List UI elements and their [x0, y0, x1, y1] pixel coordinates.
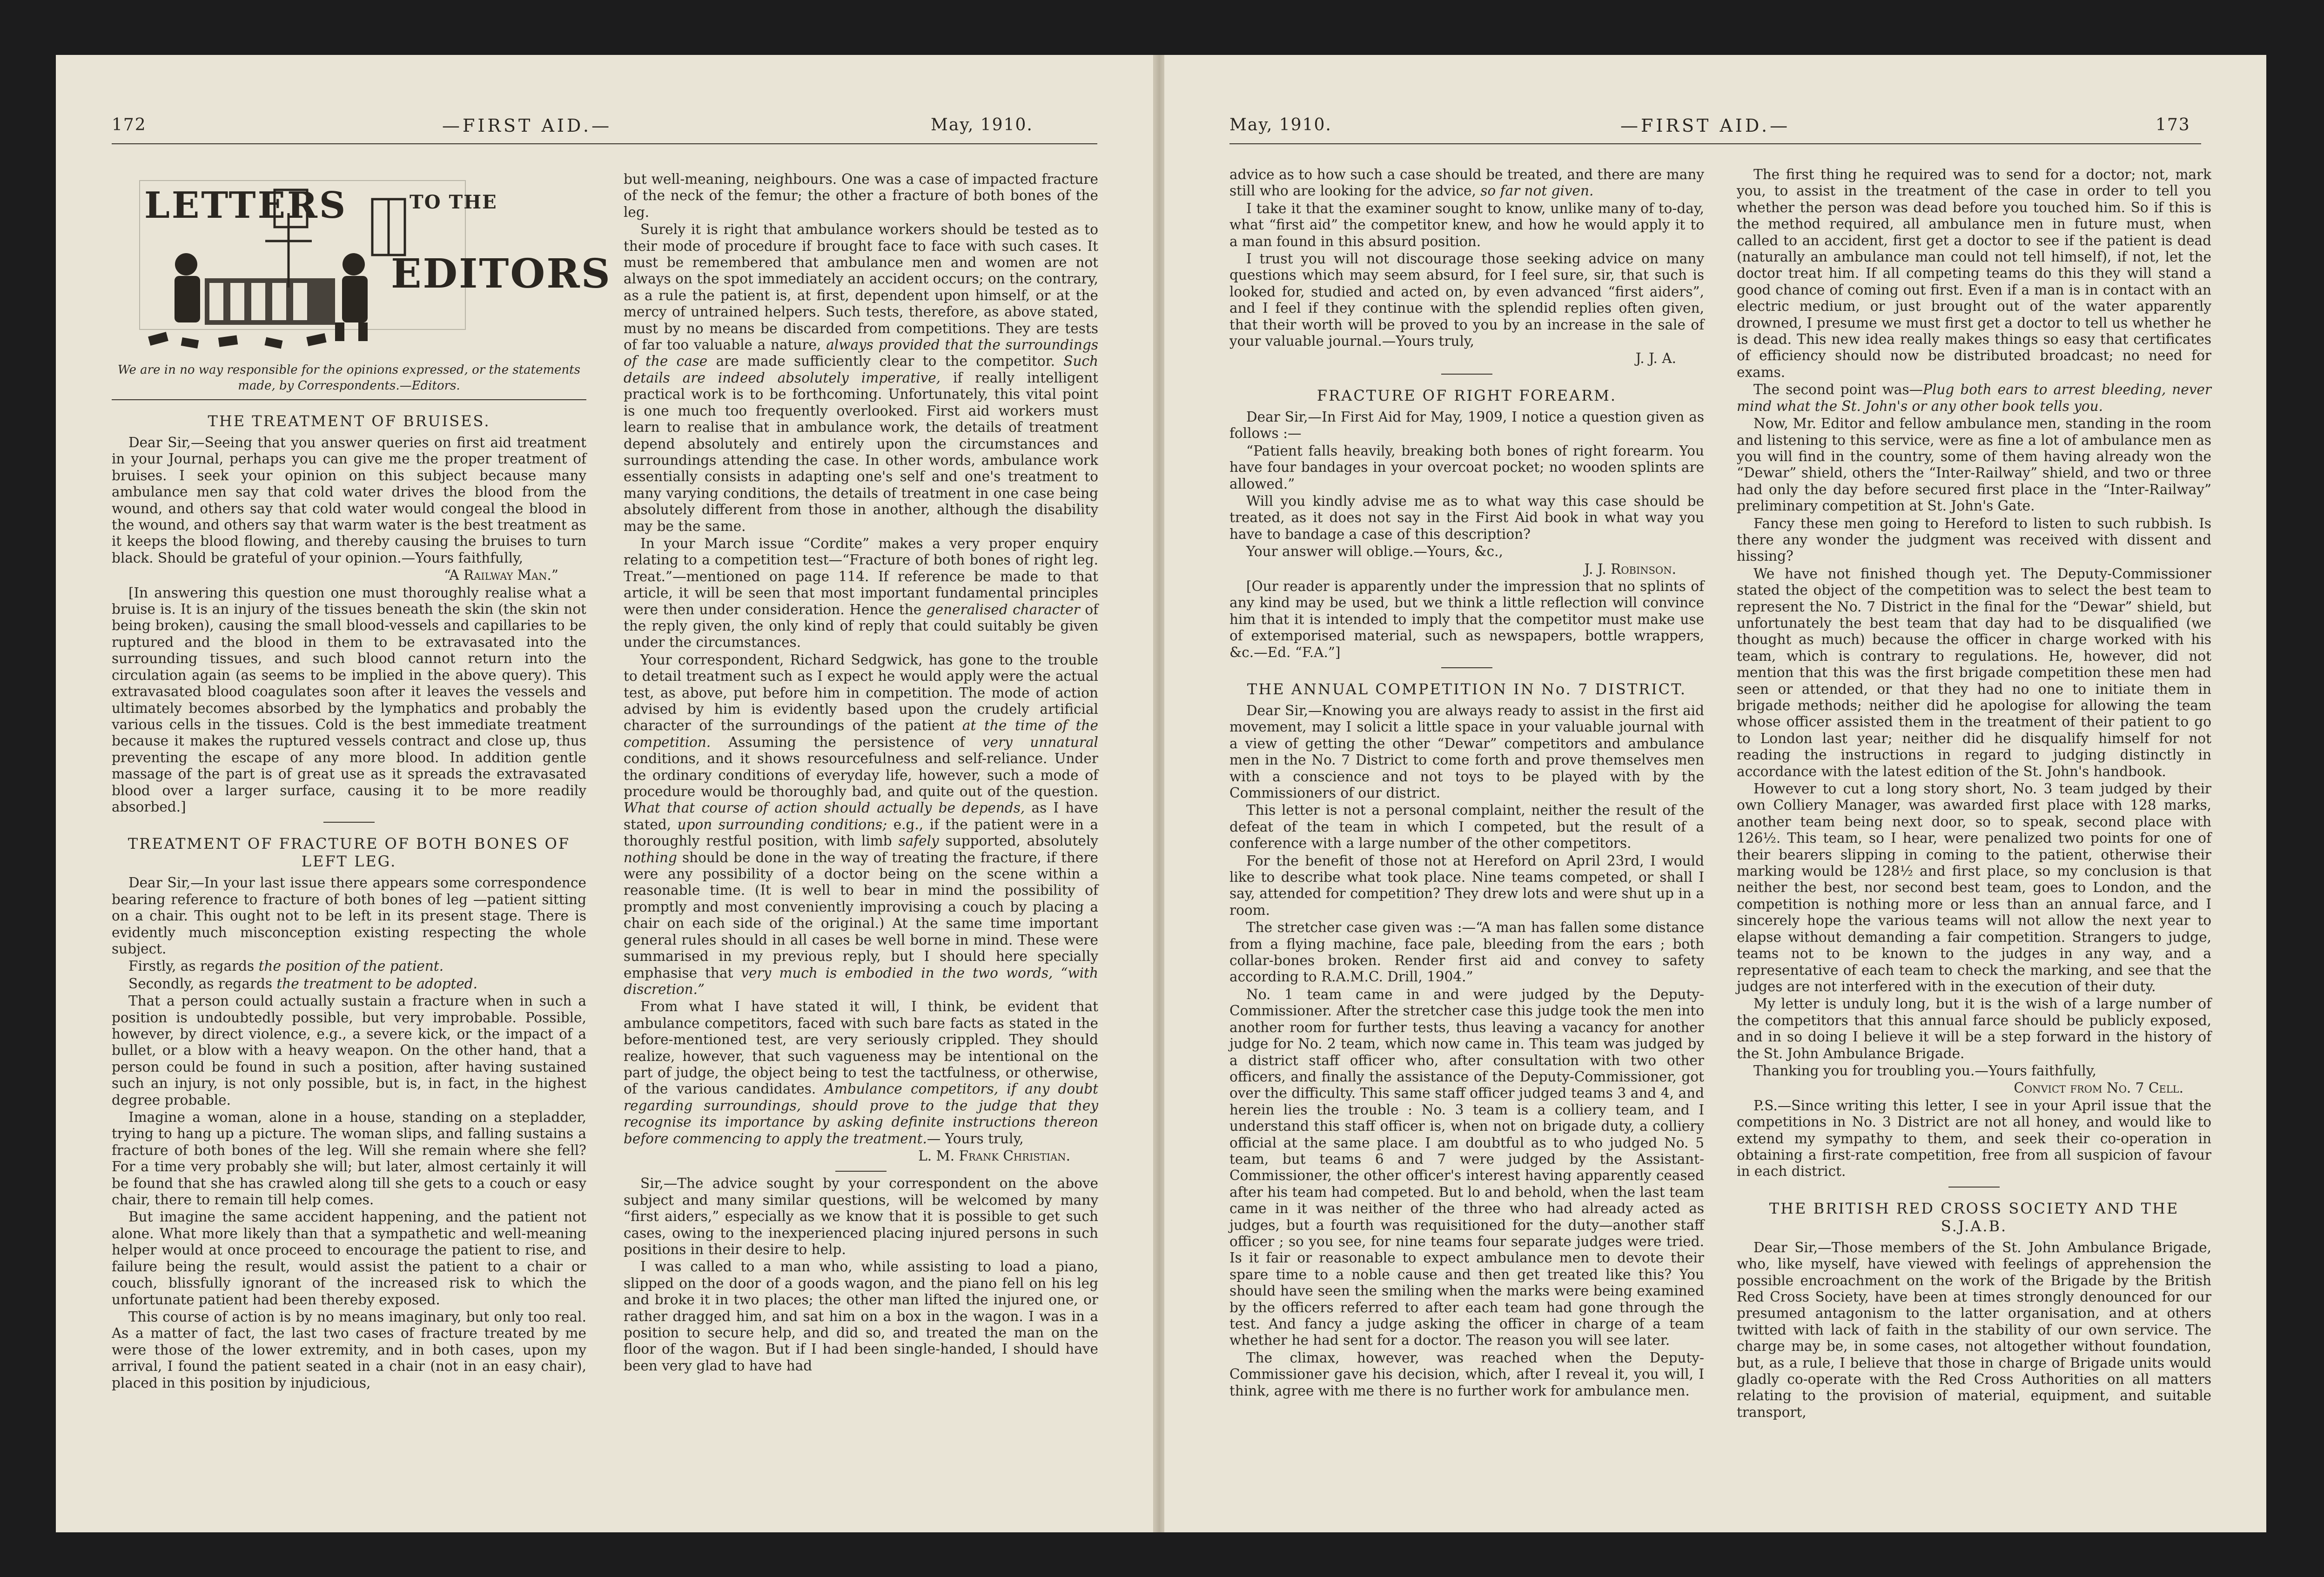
letter1-editor-reply: [In answering this question one must thoroughly realise what a bruise is. It is an injury of the tissues beneath the skin (the skin not being broken), causing the small blood-vessels and capillaries to be ruptured and the blood in them to be extravasated into the surrounding tissues, and such blood cannot return into the circulation again (as seems to be implied in the above query). This extravasated blood coagulates soon after it leaves the vessels and ultimately becomes absorbed by the lymphatics and probably the various cells in the tissues. Cold is the best immediate treatment because it makes the ruptured vessels contract and close up, thus preventing the escape of any more blood. In addition gentle massage of the part is of great use as it spreads the extravasated blood over a larger surface, causing it to be more readily absorbed.]: [112, 584, 586, 815]
issue-date: May, 1910.: [931, 115, 1033, 134]
masthead-rule: [112, 399, 586, 400]
forearm-signature: J. J. Robinson.: [1584, 561, 1676, 577]
short-rule: [323, 822, 375, 823]
heading-annual-competition: THE ANNUAL COMPETITION IN No. 7 DISTRICT.: [1247, 680, 1687, 698]
competition-para2: This letter is not a personal complaint, neither the result of the defeat of the team in which I competed, but the result of a conference with a large number of the other competitors.: [1229, 802, 1704, 852]
header-rule: [1229, 143, 2201, 144]
col2-para7: I was called to a man who, while assisting to load a piano, slipped on the door of a goods wagon, and the piano fell on his leg and broke it in two places; the other man lifted the injured one, or rather dragged him, and sat him on a box in the wagon. I was in a position to secure help, and did so, and treated the man on the floor of the wagon. But if I had been single-handed, I should have been very glad to have had: [624, 1259, 1098, 1374]
r-col2-signature: Convict from No. 7 Cell.: [2014, 1080, 2183, 1096]
letter2-para3: Secondly, as regards the treatment to be adopted.: [128, 975, 478, 992]
issue-date: May, 1910.: [1229, 115, 1332, 134]
running-title: —FIRST AID.—: [442, 115, 612, 136]
competition-para3: For the benefit of those not at Hereford on April 23rd, I would like to describe what took place. Nine teams competed, or shall I say, attended for competition? They drew lots and were shut up in a room.: [1229, 852, 1704, 918]
r-col2-para1: The first thing he required was to send for a doctor; not, mark you, to assist in the treatment of the case in order to tell you whether the person was dead before you touched him. So if this is the method required, all ambulance men in future must, when called to an accident, first get a doctor to see if the patient is dead (naturally an ambulance man could not tell himself), if not, let the doctor treat him. If all competing teams do this they will stand a good chance of coming out first. Even if a man is in contact with an electric medium, or just brought out of the water apparently drowned, I presume we must first get a doctor to tell us whether he is dead. This new idea really makes things so easy that certificates of efficiency should now be distributed broadcast; no need for exams.: [1737, 167, 2211, 380]
r-col2-para5: We have not finished though yet. The Deputy-Commissioner stated the object of the competition was to select the best team to represent the No. 7 District in the final for the “Dewar” shield, but unfortunately the best team that day had to be disqualified (we thought as much) because the officer in charge worked with his team, which is contrary to regulations. He, however, did not mention that this was the first brigade competition these men had seen or attended, or that they had no one to initiate them in brigade methods; neither did he apologise for allowing the team whose officer assisted them in the treatment of their patient to go to London last year; neither did he disqualify himself for not reading the instructions in regard to judging distinctly in accordance with the latest edition of the St. John's handbook.: [1737, 565, 2211, 779]
r-col1-para3: I trust you will not discourage those seeking advice on many questions which may seem absurd, for I feel sure, sir, that such is looked for, studied and acted on, by even advanced “first aiders”, and I feel if they continue with the splendid replies often given, that their worth will be proved to you by an increase in the sale of your valuable journal.—Yours truly,: [1229, 251, 1704, 349]
r-col2-para4: Fancy these men going to Hereford to listen to such rubbish. Is there any wonder the judgment was received with dissent and hissing?: [1737, 515, 2211, 564]
competition-para4: The stretcher case given was :—“A man has fallen some distance from a flying machine, face pale, bleeding from the ears ; both collar-bones broken. Render first aid and convey to safety according to R.A.M.C. Drill, 1904.”: [1229, 919, 1704, 985]
short-rule: [1948, 1187, 2000, 1188]
page-number: 172: [112, 115, 147, 134]
r-col2-para2: The second point was—Plug both ears to arrest bleeding, never mind what the St. John's or any other book tells you.: [1737, 382, 2211, 414]
forearm-editor-reply: [Our reader is apparently under the impression that no splints of any kind may be used, but we think a little reflection will convince him that it is intended to imply that the competitor must make use of extemporised material, such as newspapers, bottle wrappers, &c.—Ed. “F.A.”]: [1229, 578, 1704, 660]
column-left-2: [624, 171, 1098, 1486]
forearm-para2: “Patient falls heavily, breaking both bones of right forearm. You have four bandages in your overcoat pocket; no wooden splints are allowed.”: [1229, 443, 1704, 492]
header-rule: [112, 143, 1097, 144]
masthead-text-editors: EDITORS: [391, 250, 611, 297]
r-col2-para8: Thanking you for troubling you.—Yours faithfully,: [1753, 1062, 2096, 1079]
heading-treatment-of-bruises: THE TREATMENT OF BRUISES.: [208, 412, 490, 430]
forearm-para3: Will you kindly advise me as to what way this case should be treated, as it does not say in the First Aid book in what way you have to bandage a case of this description?: [1229, 493, 1704, 542]
letter2-para4: That a person could actually sustain a fracture when in such a position is undoubtedly possible, but very improbable. Possible, however, by direct violence, e.g., a severe kick, or the impact of a bullet, or a blow with a heavy weapon. On the other hand, that a person could be found in such a position, after having sustained such an injury, is not only possible, but is, in fact, in the highest degree probable.: [112, 993, 586, 1108]
running-title: —FIRST AID.—: [1620, 115, 1791, 136]
column-left-1: [112, 171, 611, 1486]
col2-para3: In your March issue “Cordite” makes a very proper enquiry relating to a competition test—“Fracture of both bones of right leg. Treat.”—mentioned on page 114. If reference be made to that article, it will be seen that most important fundamental principles were then under consideration. Hence the generalised character of the reply given, the only kind of reply that could suitably be given under the circumstances.: [624, 535, 1098, 651]
r-col2-para7: My letter is unduly long, but it is the wish of a large number of the competitors that this annual farce should be publicly exposed, and in so doing I believe it will be a step forward in the history of the St. John Ambulance Brigade.: [1737, 996, 2211, 1061]
page-number: 173: [2156, 115, 2190, 134]
column-right-1: [1229, 167, 1704, 1486]
r-col1-signature: J. J. A.: [1635, 350, 1676, 367]
heading-fracture-both-bones: TREATMENT OF FRACTURE OF BOTH BONES OF LEFT LEG.: [128, 835, 571, 871]
heading-red-cross: THE BRITISH RED CROSS SOCIETY AND THE S.J.A.B.: [1769, 1199, 2179, 1235]
redcross-para1: Dear Sir,—Those members of the St. John Ambulance Brigade, who, like myself, have viewed with feelings of apprehension the possible encroachment on the work of the Brigade by the British Red Cross Society, have been at times strongly denounced for our presumed antagonism to the latter organisation, and at others twitted with lack of faith in the stability of our own service. The charge may be, in some cases, not altogether without foundation, but, as a rule, I believe that those in charge of Brigade units would gladly co-operate with the Red Cross Authorities on all matters relating to the provision of material, equipment, and suitable transport,: [1737, 1239, 2211, 1420]
column-right-2: [1737, 167, 2211, 1486]
col2-para5: From what I have stated it will, I think, be evident that ambulance competitors, faced with such bare facts as stated in the before-mentioned test, are very seriously crippled. They should realize, however, that such vagueness may be intentional on the part of judge, the object being to test the tactfulness, or otherwise, of the various candidates. Ambulance competitors, if any doubt regarding surroundings, should prove to the judge that they recognise its importance by asking definite instructions thereon before commencing to apply the treatment.— Yours truly,: [624, 999, 1098, 1147]
masthead-text-letters: LETTERS: [144, 184, 348, 227]
competition-para6: The climax, however, was reached when the Deputy-Commissioner gave his decision, which, after I reveal it, you will, I think, agree with me there is no further work for ambulance men.: [1229, 1349, 1704, 1399]
letter2-para2: Firstly, as regards the position of the patient.: [128, 958, 444, 974]
short-rule: [1441, 667, 1492, 668]
short-rule: [835, 1171, 887, 1172]
heading-fracture-right-forearm: FRACTURE OF RIGHT FOREARM.: [1316, 386, 1617, 404]
r-col1-para1: advice as to how such a case should be treated, and there are many still who are looking for the advice, so far not given.: [1229, 167, 1704, 199]
competition-para1: Dear Sir,—Knowing you are always ready to assist in the first aid movement, may I solicit a little space in your valuable journal with a view of getting the other “Dewar” competitors and ambulance men in the No. 7 District to come forth and prove themselves men with a conscience and not toys to be played with by the Commissioners of our district.: [1229, 702, 1704, 801]
col2-signature: L. M. Frank Christian.: [918, 1148, 1070, 1164]
col2-para4: Your correspondent, Richard Sedgwick, has gone to the trouble to detail treatment such as I expect he would apply were the actual test, as above, put before him in competition. The mode of action advised by him is evidently based upon the crudely artificial character of the surroundings of the patient at the time of the competition. Assuming the persistence of very unnatural conditions, and it shows resourcefulness and self-reliance. Under the ordinary conditions of everyday life, however, such a mode of procedure would be thoroughly bad, and quite out of the question. What that course of action should actually be depends, as I have stated, upon surrounding conditions; e.g., if the patient were in a thoroughly restful position, with limb safely supported, absolutely nothing should be done in the way of treating the fracture, if there were any possibility of a doctor being on the scene within a reasonable time. (It is well to bear in mind the possibility of promptly and most conveniently improvising a couch by placing a chair on each side of the original.) At the same time important general rules should in all cases be well borne in mind. These were summarised in my previous reply, but I should here specially emphasise that very much is embodied in the two words, “with discretion.”: [624, 651, 1098, 997]
col2-para2: Surely it is right that ambulance workers should be tested as to their mode of procedure if brought face to face with such cases. It must be remembered that ambulance men and women are not always on the spot immediately an accident occurs; on the contrary, as a rule the patient is, at first, dependent upon himself, or at the mercy of untrained helpers. Such tests, therefore, as above stated, must by no means be discarded from competitions. They are tests of far too valuable a nature, always provided that the surroundings of the case are made sufficiently clear to the competitor. Such details are indeed absolutely imperative, if really intelligent practical work is to be forthcoming. Unfortunately, this vital point is one much too frequently overlooked. First aid workers must learn to realise that in ambulance work, the details of treatment depend absolutely and entirely upon the circumstances and surroundings attending the case. In other words, ambulance work essentially consists in adapting one's self and one's treatment to many varying conditions, the details of treatment in one case being absolutely different from those in another, although the disability may be the same.: [624, 221, 1098, 534]
letter2-para7: This course of action is by no means imaginary, but only too real. As a matter of fact, the last two cases of fracture treated by me were those of the lower extremity, and in both cases, upon my arrival, I found the patient seated in a chair (not in an easy chair), placed in this position by injudicious,: [112, 1309, 586, 1391]
forearm-para1: Dear Sir,—In First Aid for May, 1909, I notice a question given as follows :—: [1229, 409, 1704, 442]
r-col2-postscript: P.S.—Since writing this letter, I see in your April issue that the competitions in No. 3 District are not all honey, and would like to extend my sympathy to them, and seek their co-operation in obtaining a first-rate competition, free from all suspicion of favour in each district.: [1737, 1097, 2211, 1180]
letter2-para5: Imagine a woman, alone in a house, standing on a stepladder, trying to hang up a picture. The woman slips, and falling sustains a fracture of both bones of the leg. Will she remain where she fell? For a time very probably she will; but later, almost certainly it will be found that she has crawled along till she gets to a couch or easy chair, there to remain till help comes.: [112, 1109, 586, 1208]
letters-masthead: [112, 171, 611, 362]
col2-para1: but well-meaning, neighbours. One was a case of impacted fracture of the neck of the femur; the other a fracture of both bones of the leg.: [624, 171, 1098, 220]
letter2-para1: Dear Sir,—In your last issue there appears some correspondence bearing reference to fracture of both bones of leg —patient sitting on a chair. This ought not to be left in its present stage. There is evidently much misconception existing respecting the whole subject.: [112, 875, 586, 957]
left-page: [56, 55, 1154, 1532]
letter1-signature: “A Railway Man.”: [443, 567, 558, 584]
short-rule: [1441, 374, 1492, 375]
masthead-illustration: [112, 171, 611, 362]
masthead-text-to-the: TO THE: [410, 191, 497, 213]
r-col1-para2: I take it that the examiner sought to know, unlike many of to-day, what “first aid” the competitor knew, and how he would apply it to a man found in this absurd position.: [1229, 200, 1704, 249]
col2-para6: Sir,—The advice sought by your correspondent on the above subject and many similar questions, will be welcomed by many “first aiders,” especially as we know that it is possible to get such cases, owing to the inexperienced placing injured persons in such positions in their desire to help.: [624, 1175, 1098, 1257]
letter2-para6: But imagine the same accident happening, and the patient not alone. What more likely than that a sympathetic and well-meaning helper would at once proceed to encourage the patient to rise, and failure being the result, would assist the patient to a chair or couch, blissfully ignorant of the increased risk to which the unfortunate patient had been thereby exposed.: [112, 1209, 586, 1308]
r-col2-para3: Now, Mr. Editor and fellow ambulance men, standing in the room and listening to this service, were as fine a lot of ambulance men as you will find in the country, some of them having already won the “Dewar” shield, others the “Inter-Railway” shield, and two or three had only the day before secured first place in the “Inter-Railway” preliminary competition at St. John's Gate.: [1737, 416, 2211, 514]
forearm-para4: Your answer will oblige.—Yours, &c.,: [1246, 544, 1503, 560]
editors-disclaimer: We are in no way responsible for the opinions expressed, or the statements made, by Correspondents.—Editors.: [117, 363, 581, 393]
competition-para5: No. 1 team came in and were judged by the Deputy-Commissioner. After the stretcher case this judge took the men into another room for further tests, thus leaving a vacancy for another judge for No. 2 team, which now came in. This team was judged by a district staff officer who, after consultation with two other officers, and finally the assistance of the Deputy-Commissioner, got over the difficulty. This same staff officer judged teams 3 and 4, and herein lies the trouble : No. 3 team is a colliery team, and I understand this staff officer is, when not on brigade duty, a colliery official at the same place. I am doubtful as to who judged No. 5 team, but teams 6 and 7 were judged by the Assistant-Commissioner, the other officer's interest having apparently ceased after his team had competed. But lo and behold, when the last team came in it was neither of the three who had already acted as judges, but a fourth was requisitioned for the duty—another staff officer ; so you see, for nine teams four separate judges were tried. Is it fair or reasonable to expect ambulance men to devote their spare time to a noble cause and then get treated like this? You should have seen the smiling when the marks were being examined by the officers referred to after each team had gone through the test. And fancy a judge asking the officer in charge of a team whether he had sent for a doctor. The reason you will see later.: [1229, 986, 1704, 1349]
letter1-body: Dear Sir,—Seeing that you answer queries on first aid treatment in your Journal, perhaps you can give me the proper treatment of bruises. I seek your opinion on this subject because many ambulance men say that cold water drives the blood from the wound, and others say that cold water would congeal the blood in the wound, and others say that warm water is the best treatment as it keeps the blood flowing, and thereby causing the bruises to turn black. Should be grateful of your opinion.—Yours faithfully,: [112, 435, 586, 566]
r-col2-para6: However to cut a long story short, No. 3 team judged by their own Colliery Manager, was awarded first place with 128 marks, another team being next door, so to speak, second place with 126½. This team, so I hear, were penalized two points for one of their bearers slipping in coming to the patient, otherwise their marking would be 128½ and first place, so my conclusion is that neither the best, nor second best team, goes to London, and the competition is nothing more or less than an annual farce, and I sincerely hope the various teams will not allow the next year to elapse without demanding a fair competition. Strangers to judge, teams not to be known to the judges in any way, and a representative of each team to check the marking, and see that the judges are not interfered with in the execution of their duty.: [1737, 781, 2211, 994]
right-page: [1163, 55, 2266, 1532]
